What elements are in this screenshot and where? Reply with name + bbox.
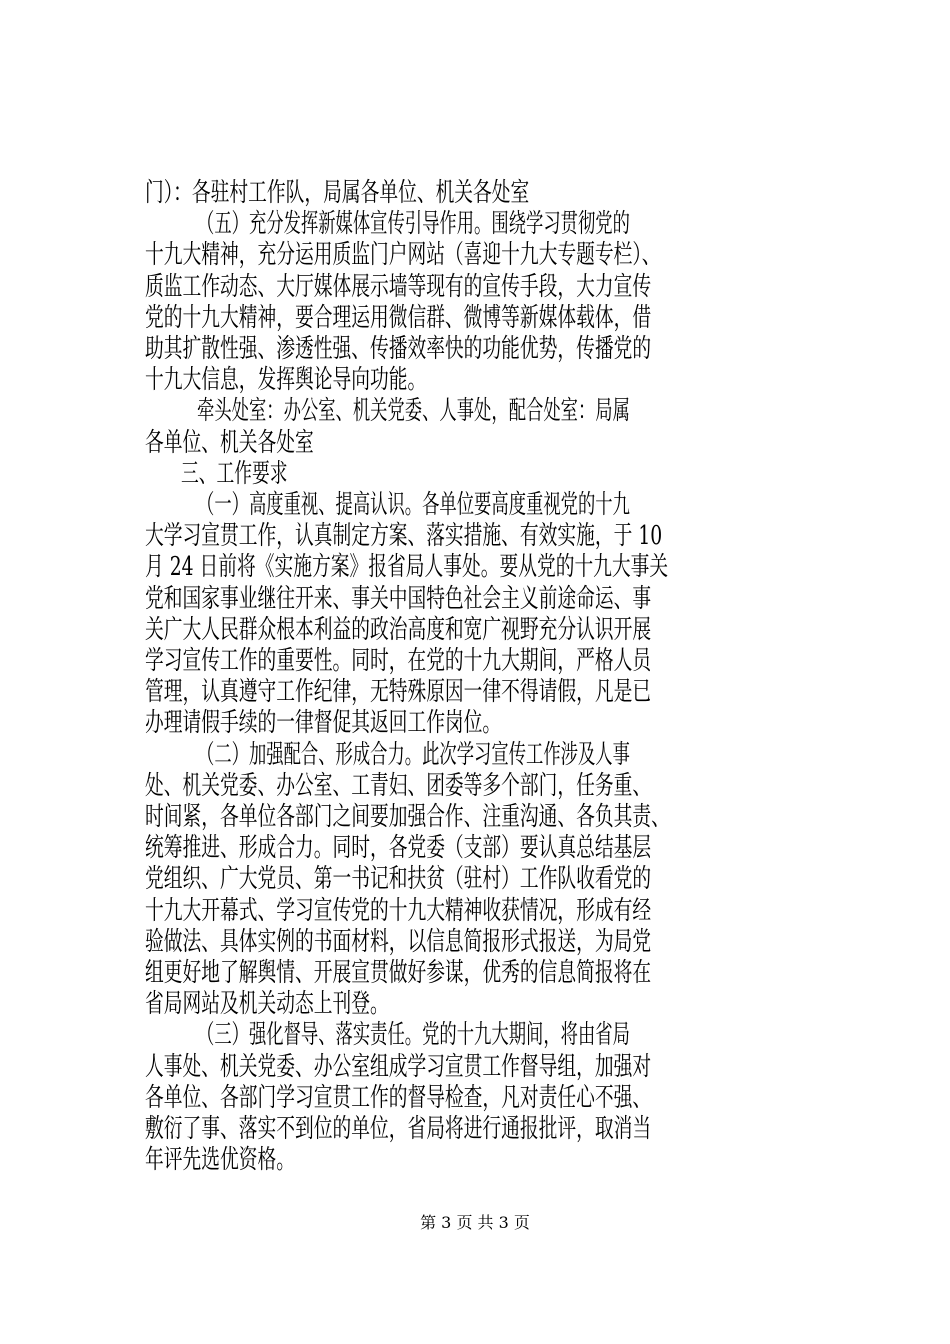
page-number-footer: 第 3 页 共 3 页 <box>420 1213 530 1232</box>
text-line: 验做法、具体实例的书面材料，以信息简报形式报送，为局党 <box>145 926 652 957</box>
text-line: 处、机关党委、办公室、工青妇、团委等多个部门，任务重、 <box>145 770 652 801</box>
text-line: 统筹推进、形成合力。同时，各党委（支部）要认真总结基层 <box>145 833 652 864</box>
text-line: （五）充分发挥新媒体宣传引导作用。围绕学习贯彻党的 <box>197 209 630 240</box>
text-line: 管理，认真遵守工作纪律，无特殊原因一律不得请假，凡是已 <box>145 677 652 708</box>
text-line: （二）加强配合、形成合力。此次学习宣传工作涉及人事 <box>197 739 630 770</box>
text-line: 质监工作动态、大厅媒体展示墙等现有的宣传手段，大力宣传 <box>145 271 652 302</box>
text-line: 学习宣传工作的重要性。同时，在党的十九大期间，严格人员 <box>145 646 652 676</box>
text-line: 敷衍了事、落实不到位的单位，省局将进行通报批评，取消当 <box>145 1114 652 1144</box>
text-line: 大学习宣贯工作，认真制定方案、落实措施、有效实施，于 10 <box>145 521 663 552</box>
text-line: 年评先选优资格。 <box>145 1145 295 1176</box>
text-line: 时间紧，各单位各部门之间要加强合作、注重沟通、各负其责、 <box>145 802 670 832</box>
text-line: 人事处、机关党委、办公室组成学习宣贯工作督导组，加强对 <box>145 1051 652 1082</box>
text-line: 各单位、各部门学习宣贯工作的督导检查，凡对责任心不强、 <box>145 1082 652 1113</box>
text-line: 关广大人民群众根本利益的政治高度和宽广视野充分认识开展 <box>145 614 652 645</box>
text-line: 各单位、机关各处室 <box>145 427 314 458</box>
text-line: 组更好地了解舆情、开展宣贯做好参谋，优秀的信息简报将在 <box>145 958 652 988</box>
text-line: 门）：各驻村工作队，局属各单位、机关各处室 <box>145 178 530 208</box>
text-line: 党组织、广大党员、第一书记和扶贫（驻村）工作队收看党的 <box>145 864 652 895</box>
text-line: 牵头处室：办公室、机关党委、人事处，配合处室：局属 <box>197 396 630 427</box>
text-line: 十九大信息，发挥舆论导向功能。 <box>145 365 427 396</box>
section-heading: 三、工作要求 <box>181 458 288 489</box>
text-line: 党的十九大精神，要合理运用微信群、微博等新媒体载体，借 <box>145 302 652 333</box>
text-line: 省局网站及机关动态上刊登。 <box>145 989 389 1020</box>
text-line: 十九大开幕式、学习宣传党的十九大精神收获情况，形成有经 <box>145 895 652 926</box>
text-line: 十九大精神，充分运用质监门户网站（喜迎十九大专题专栏）、 <box>145 240 661 271</box>
text-line: 月 24 日前将《实施方案》报省局人事处。要从党的十九大事关 <box>145 552 669 583</box>
text-line: 党和国家事业继往开来、事关中国特色社会主义前途命运、事 <box>145 583 652 614</box>
text-line: （一）高度重视、提高认识。各单位要高度重视党的十九 <box>197 490 630 520</box>
text-line: （三）强化督导、落实责任。党的十九大期间，将由省局 <box>197 1020 630 1051</box>
text-line: 助其扩散性强、渗透性强、传播效率快的功能优势，传播党的 <box>145 334 652 364</box>
text-line: 办理请假手续的一律督促其返回工作岗位。 <box>145 708 502 739</box>
